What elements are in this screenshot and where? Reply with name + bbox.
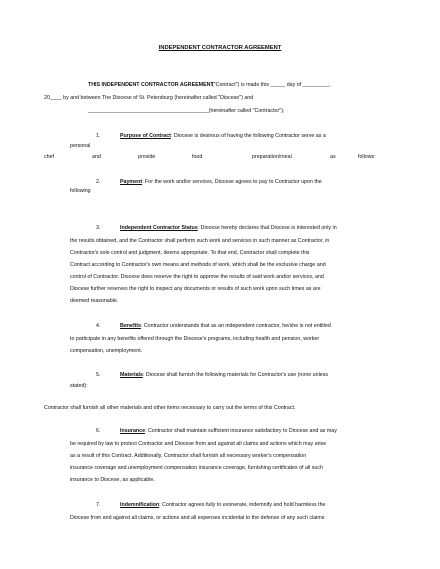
section-text: Diocese from and against all claims, or actions and all expenses incidental to the defense of any such claims [70, 515, 325, 521]
section-heading: Purpose of Contract [120, 133, 171, 139]
section-heading: Benefits [120, 323, 141, 329]
document-title: INDEPENDENT CONTRACTOR AGREEMENT [158, 45, 282, 51]
section-text: control of Contractor. Diocese does reserve the right to approve the results of said work and/or services, and [70, 274, 324, 280]
section-number: 6. [96, 428, 101, 434]
section-text: : For the work and/or services, Diocese agrees to pay to Contractor upon the [142, 179, 322, 185]
section-text: : Contractor agrees fully to exonerate, indemnify and hold harmless the [159, 502, 326, 508]
section-text: be required by law to protect Contractor and Diocese from and against all claims and actions which may arise [70, 441, 327, 447]
section-number: 4. [96, 323, 101, 329]
section-text: compensation, unemployment. [70, 348, 143, 354]
section-text: deemed reasonable. [70, 298, 119, 304]
section-text: : Contractor shall maintain sufficient insurance satisfactory to Diocese and as may [145, 428, 337, 434]
intro-line-1: ("Contract") is made this _____ day of _________, [212, 82, 331, 88]
section-number: 5. [96, 372, 101, 378]
row-word: chef [44, 154, 55, 160]
intro-line-3: _________________________________________(hereinafter called "Contractor"); [88, 108, 285, 114]
section-number: 2. [96, 179, 101, 185]
intro-lead: THIS INDEPENDENT CONTRACTOR AGREEMENT [88, 82, 214, 88]
row-word: preparation/meal [252, 154, 292, 160]
section-text: following [70, 188, 91, 194]
section-text: : Diocese is desirous of having the following Contractor serve as a [170, 133, 326, 139]
section-number: 1. [96, 133, 101, 139]
section-text: stated): [70, 383, 88, 389]
section-text: : Diocese hereby declares that Diocese is interested only in [197, 225, 337, 231]
row-word: and [92, 154, 101, 160]
section-heading: Payment [120, 179, 143, 185]
section-heading: Indemnification [120, 502, 160, 508]
section-number: 7. [96, 502, 101, 508]
section-text: : Diocese shall furnish the following materials for Contractor's use (none unless [142, 372, 328, 378]
section-text: insurance to Diocese, as applicable. [70, 477, 155, 483]
section-text: Contractor shall furnish all other materials and other items necessary to carry out the terms of this Contract. [44, 405, 296, 411]
intro-line-2: 20____ by and between The Diocese of St. Petersburg (hereinafter called "Diocese") and [44, 95, 254, 101]
section-text: Contractor's sole control and judgment, deems appropriate. To that end, Contractor shall complete this [70, 250, 310, 256]
row-word: food [192, 154, 203, 160]
row-word: follows: [358, 154, 376, 160]
section-text: personal [70, 143, 91, 149]
section-number: 3. [96, 225, 101, 231]
section-text: : Contractor understands that as an independent contractor, he/she is not entitled [140, 323, 331, 329]
section-text: Diocese further reserves the right to inspect any documents or results of such work upon such times as are [70, 286, 321, 292]
section-heading: Materials [120, 372, 143, 378]
row-word: as [330, 154, 336, 160]
section-text: to participate in any benefits offered through the Diocese's programs, including health and pension, worker [70, 336, 320, 342]
section-text: insurance coverage and unemployment compensation insurance coverage, furnishing certificates of all such [70, 465, 323, 471]
section-text: as a result of this Contract. Additionally, Contractor shall furnish all necessary worker's compensation [70, 453, 307, 459]
section-heading: Independent Contractor Status [120, 225, 198, 231]
row-word: provide [138, 154, 156, 160]
section-heading: Insurance [120, 428, 146, 434]
section-text: the results obtained, and the Contractor shall perform such work and services in such manner as Contractor, in [70, 238, 330, 244]
section-text: Contract according to Contractor's own means and methods of work, which shall be the exclusive charge and [70, 262, 326, 268]
